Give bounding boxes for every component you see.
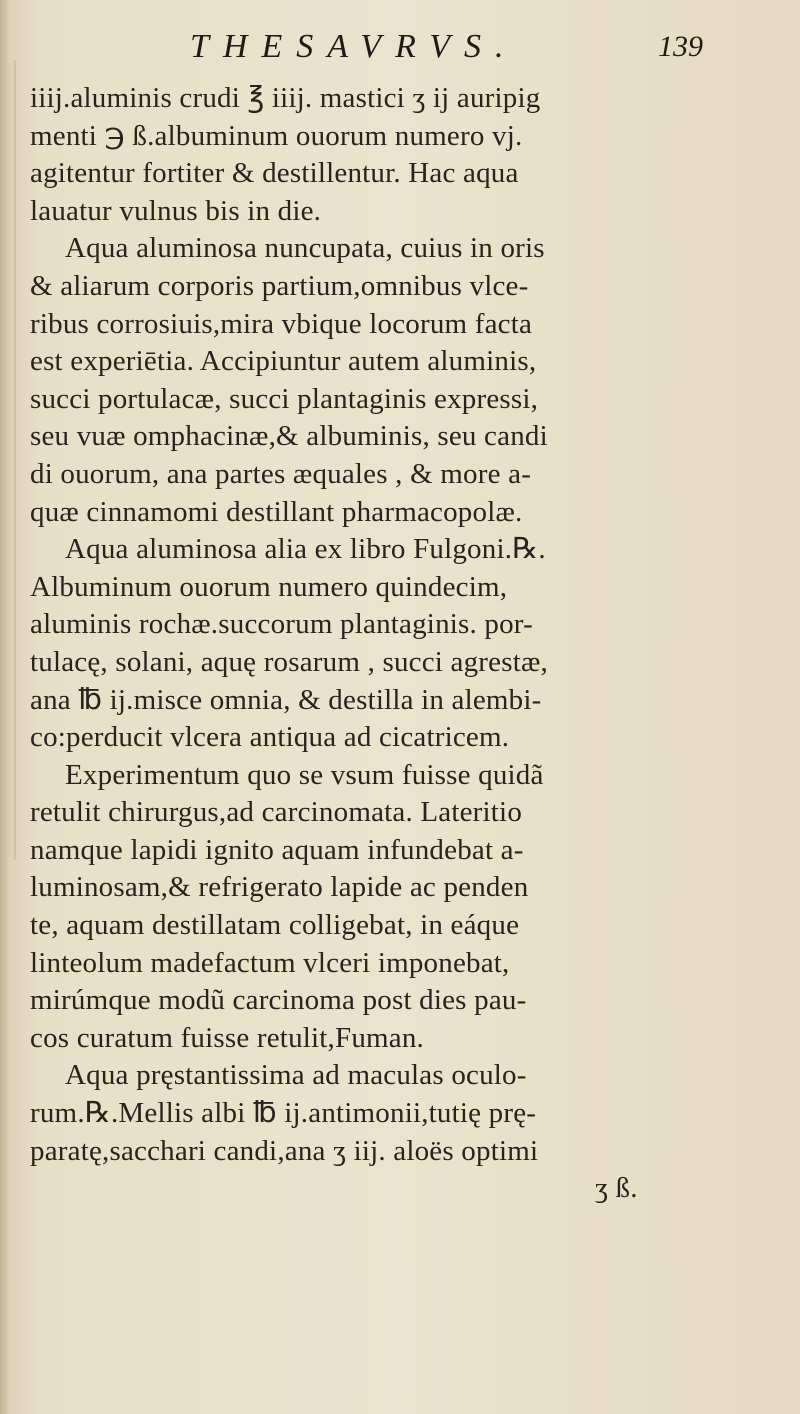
text-line: te, aquam destillatam colligebat, in eáque: [30, 909, 520, 942]
text-line: agitentur fortiter & destillentur. Hac aqua: [30, 157, 519, 190]
text-line: iiij.aluminis crudi ℥ iiij. mastici ʒ ij auripig: [30, 82, 541, 114]
text-line: seu vuæ omphacinæ,& albuminis, seu candi: [30, 420, 548, 453]
text-line: Experimentum quo se vsum fuisse quidã: [65, 758, 544, 791]
text-line: cos curatum fuisse retulit,Fuman.: [30, 1021, 424, 1054]
text-line: menti ℈ ß.albuminum ouorum numero vj.: [30, 119, 523, 152]
text-line: di ouorum, ana partes æquales , & more a-: [30, 457, 532, 490]
text-line: est experiētia. Accipiuntur autem aluminis,: [30, 345, 537, 378]
text-line: lauatur vulnus bis in die.: [30, 194, 322, 227]
text-line: tulacę, solani, aquę rosarum , succi agrestæ,: [30, 645, 548, 678]
text-line: & aliarum corporis partium,omnibus vlce-: [30, 269, 529, 302]
margin-rule: [14, 60, 16, 860]
text-line: ana ℔ ij.misce omnia, & destilla in alembi-: [30, 683, 542, 716]
page-gutter: [0, 0, 10, 1414]
catchword: ʒ ß.: [595, 1172, 638, 1205]
text-line: luminosam,& refrigerato lapide ac penden: [30, 871, 529, 904]
text-line: quæ cinnamomi destillant pharmacopolæ.: [30, 495, 523, 528]
text-line: Albuminum ouorum numero quindecim,: [30, 570, 508, 603]
body-text: [30, 80, 785, 1208]
text-line: namque lapidi ignito aquam infundebat a-: [30, 833, 524, 866]
text-line: ribus corrosiuis,mira vbique locorum facta: [30, 307, 533, 340]
page-number: 139: [658, 30, 703, 63]
running-title: THESAVRVS.: [190, 28, 518, 65]
text-line: Aqua aluminosa nuncupata, cuius in oris: [65, 232, 545, 265]
text-line: aluminis rochæ.succorum plantaginis. por-: [30, 608, 533, 641]
text-line: co:perducit vlcera antiqua ad cicatricem.: [30, 721, 510, 754]
running-head: [0, 28, 800, 78]
text-line: rum.℞.Mellis albi ℔ ij.antimonii,tutię prę-: [30, 1097, 537, 1130]
text-line: Aqua aluminosa alia ex libro Fulgoni.℞.: [65, 533, 546, 566]
text-line: mirúmque modũ carcinoma post dies pau-: [30, 984, 527, 1017]
text-line: linteolum madefactum vlceri imponebat,: [30, 946, 510, 979]
text-line: Aqua pręstantissima ad maculas oculo-: [65, 1059, 527, 1092]
text-line: retulit chirurgus,ad carcinomata. Lateritio: [30, 796, 523, 829]
text-line: paratę,sacchari candi,ana ʒ iij. aloës optimi: [30, 1134, 539, 1167]
text-line: succi portulacæ, succi plantaginis expressi,: [30, 382, 539, 415]
